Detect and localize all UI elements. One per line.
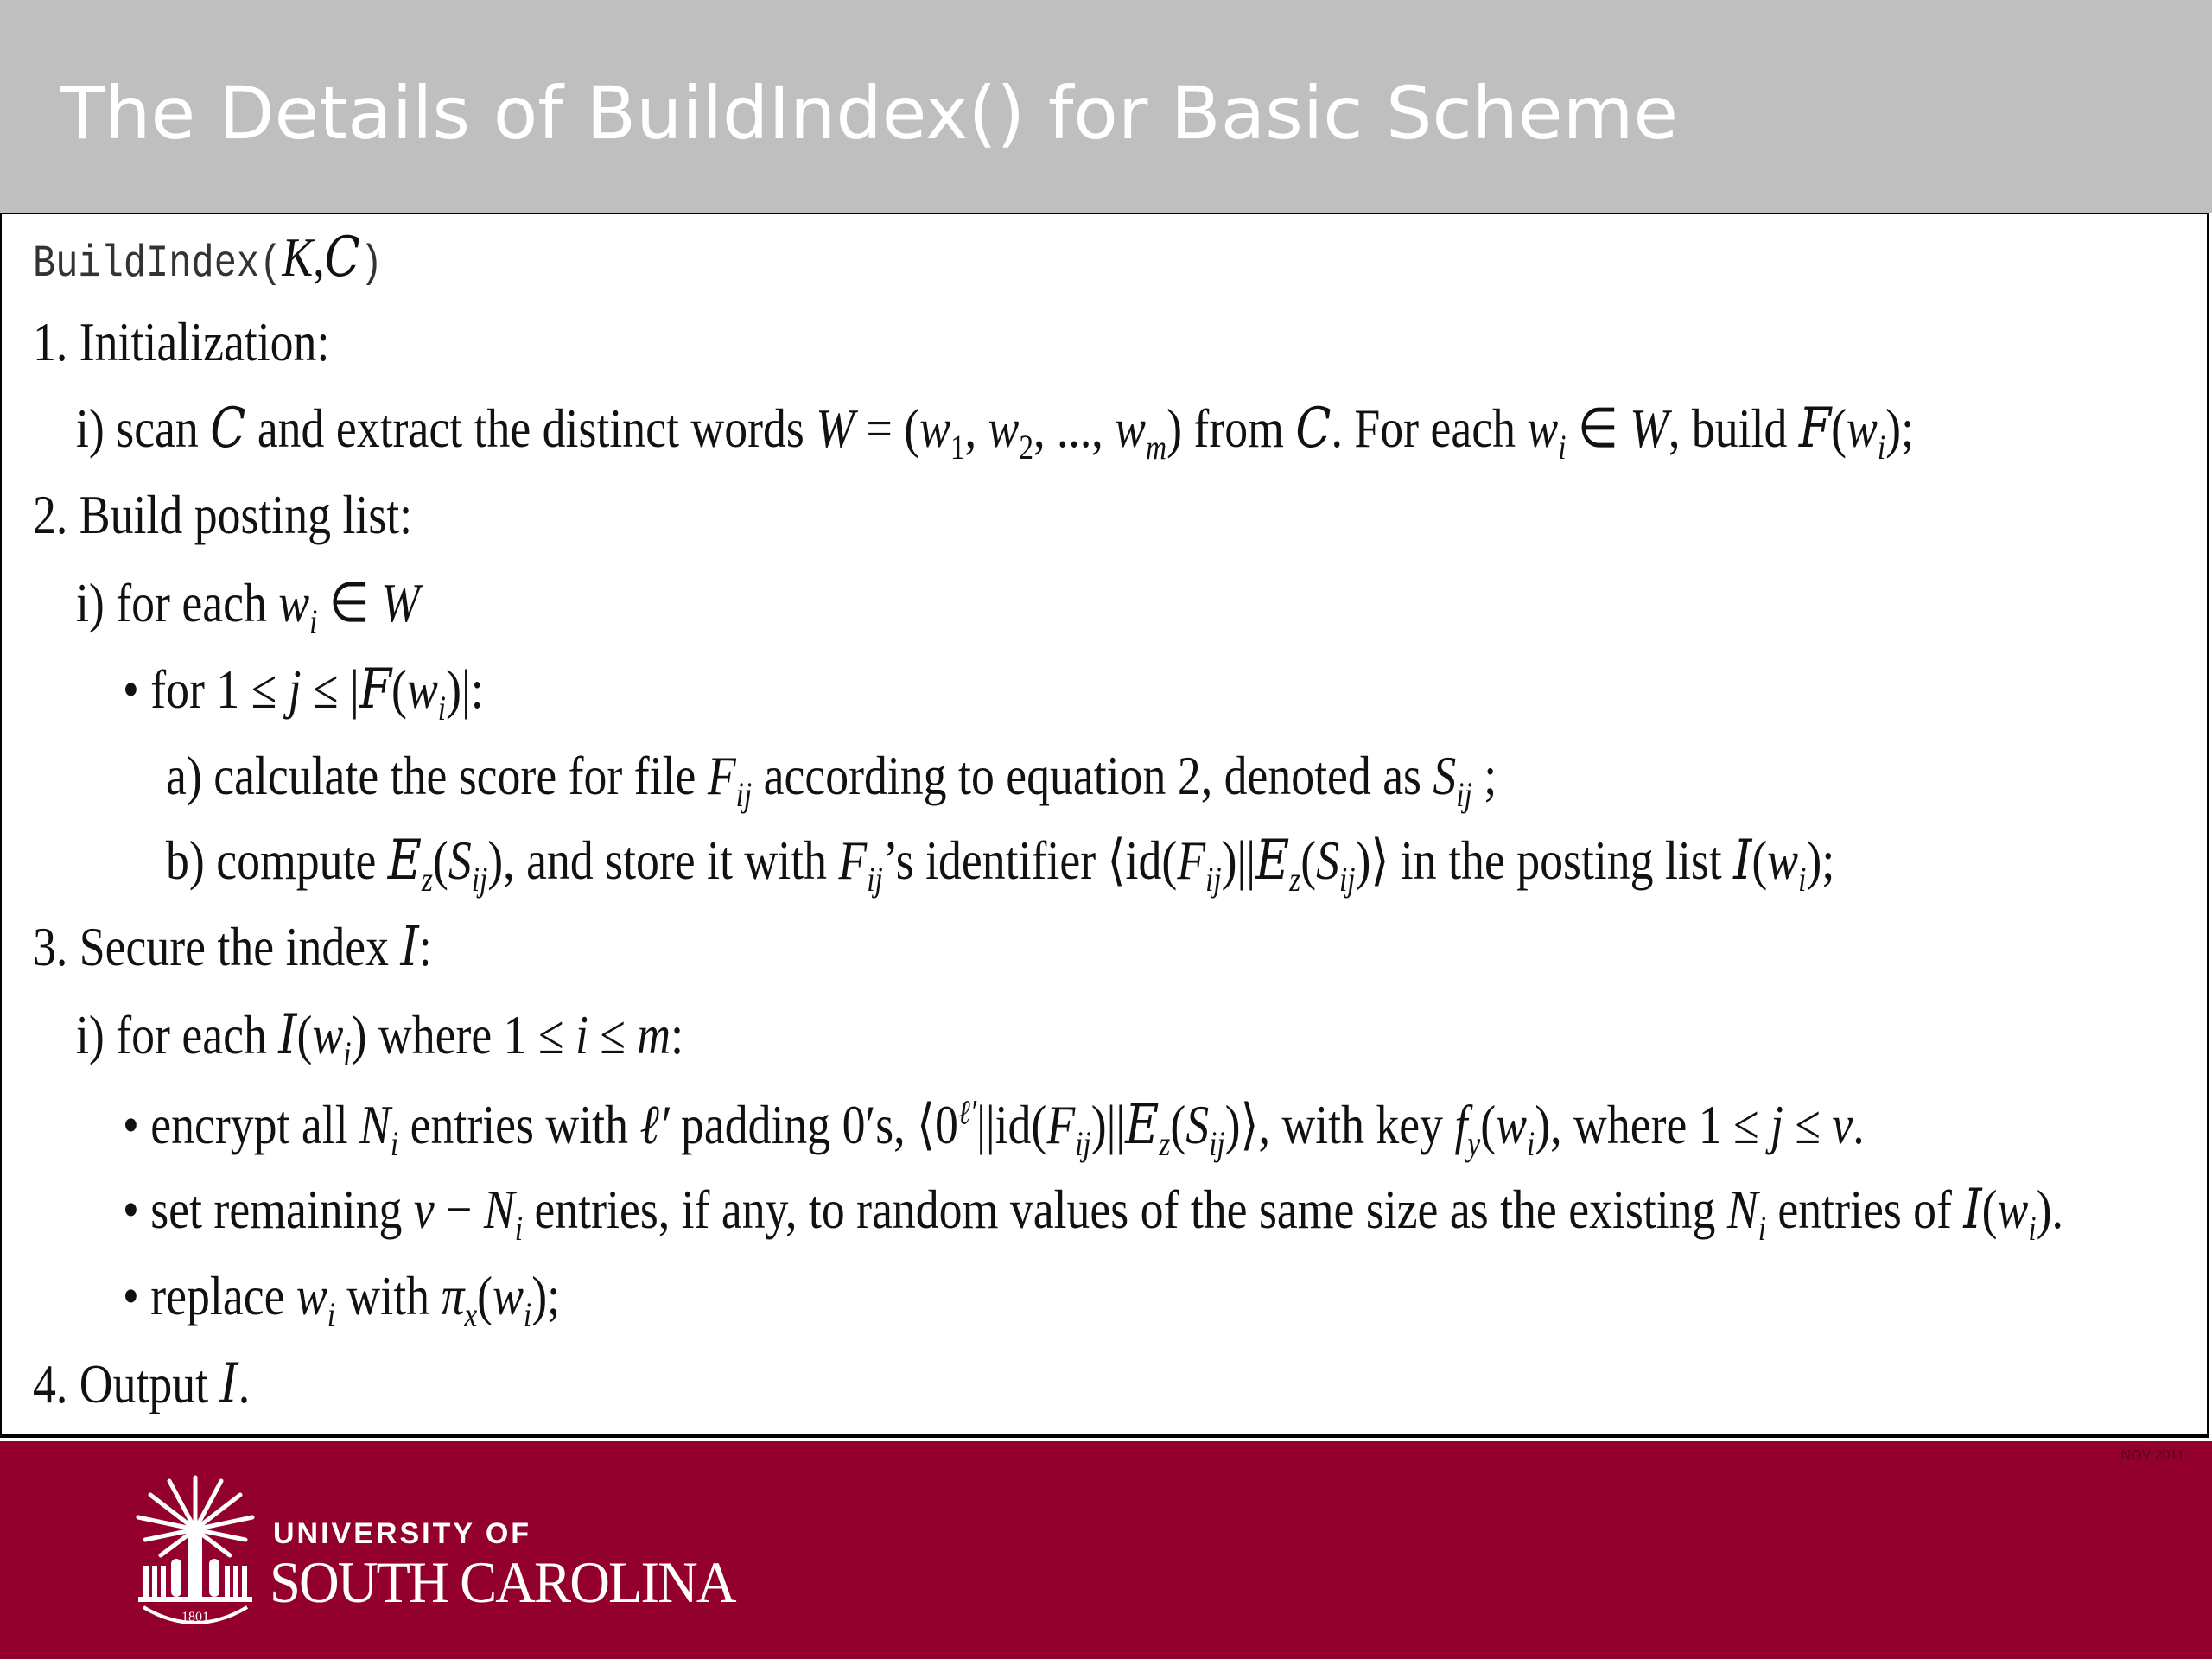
- function-name: BuildIndex: [33, 238, 260, 289]
- step-3-bullet-remaining: • set remaining $\nu - N_i$ entries, if any, to random values of the same size as the existing $N_i$ entries of $I(w_i)$.: [123, 1178, 2064, 1248]
- step-2-bullet: • for $1 \le j \le |F(w_i)|$:: [123, 658, 484, 728]
- step-4: 4. Output I.: [33, 1352, 251, 1416]
- algorithm-box: [0, 213, 2209, 1438]
- step-1-i: i) scan C and extract the distinct words $W = (w_1$, $w_2$, ..., $w_m$) from C. For each $w_i$ ∈ W, build $F(w_i)$;: [76, 397, 1915, 467]
- step-2-a: a) calculate the score for file $F_{ij}$ according to equation 2, denoted as $S_{ij}$ ;: [166, 745, 1497, 814]
- step-3-i: i) for each $I(w_i)$ where 1 ≤ i ≤ m:: [76, 1003, 684, 1073]
- step-1: 1. Initialization:: [33, 311, 330, 372]
- step-3-bullet-encrypt: • encrypt all $N_i$ entries with ℓ′ padding 0′s, $⟨0^{\ell'}||id(F_{ij})||E_z(S_{ij})⟩$, with key $f_y(w_i)$, where 1 ≤ j ≤ ν.: [123, 1093, 1865, 1163]
- title-bar: [0, 0, 2212, 213]
- university-name: SOUTH CAROLINA: [270, 1549, 735, 1615]
- step-3: 3. Secure the index I:: [33, 915, 432, 979]
- slide-title: The Details of BuildIndex() for Basic Scheme: [60, 71, 1679, 156]
- step-2: 2. Build posting list:: [33, 484, 413, 545]
- step-2-b: b) compute $E_z(S_{ij})$, and store it with $F_{ij}’s$ identifier $⟨id(F_{ij})||E_z(S_{ij})⟩$ in the posting list $I(w_i)$;: [166, 829, 1835, 899]
- date-stamp: NOV 2011: [2120, 1448, 2184, 1463]
- step-2-i: i) for each $w_i$ ∈ W: [76, 572, 420, 641]
- algorithm-signature: BuildIndex(K,C): [33, 226, 384, 289]
- step-3-bullet-replace: • replace $w_i$ with $\pi_x(w_i)$;: [123, 1265, 561, 1334]
- footer-bar: [0, 1441, 2212, 1659]
- palmetto-seal-icon: [126, 1469, 264, 1633]
- university-of-label: UNIVERSITY OF: [273, 1517, 532, 1550]
- seal-year: 1801: [181, 1610, 209, 1624]
